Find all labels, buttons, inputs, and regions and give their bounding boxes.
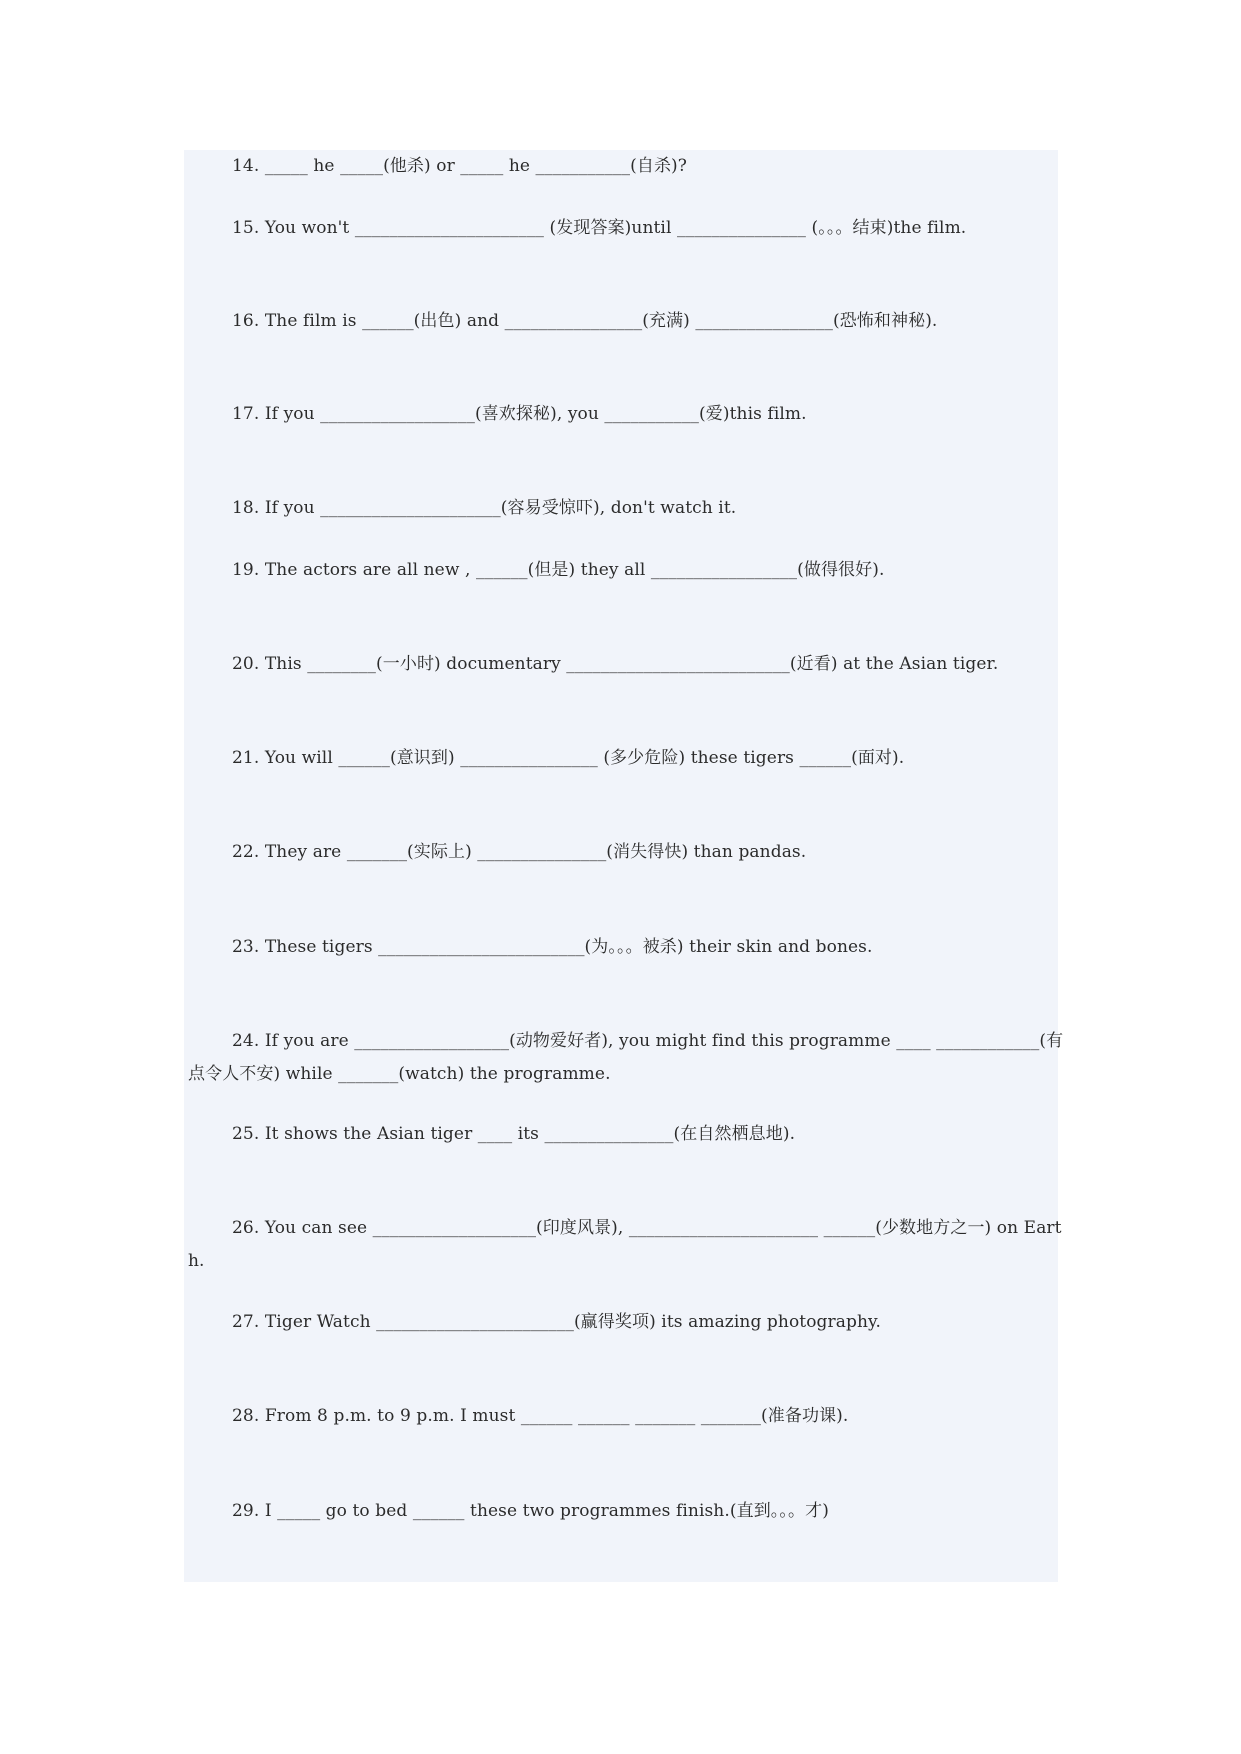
exercise-number: 15. [232, 218, 260, 238]
exercise-17 [188, 398, 1068, 431]
exercise-text: These tigers ________________________(为。。。被杀) their skin and bones. [264, 937, 873, 957]
exercise-text: If you are __________________(动物爱好者), you might find this programme ____ ____________(有点令人不安) while _______(watch) the programme. [188, 1031, 1064, 1084]
exercise-14 [188, 150, 1068, 183]
exercise-text: You can see ___________________(印度风景), ______________________ ______(少数地方之一) on Earth. [188, 1218, 1062, 1271]
exercise-24 [188, 1025, 1068, 1091]
exercise-29 [188, 1495, 1068, 1528]
exercise-26 [188, 1212, 1068, 1278]
exercise-number: 29. [232, 1501, 260, 1521]
exercise-number: 17. [232, 404, 260, 424]
exercise-number: 25. [232, 1124, 260, 1144]
exercise-18 [188, 492, 1068, 525]
exercise-number: 21. [232, 748, 260, 768]
exercise-text: From 8 p.m. to 9 p.m. I must ______ ______ _______ _______(准备功课). [264, 1406, 849, 1426]
exercise-21 [188, 742, 1068, 775]
exercise-number: 20. [232, 654, 260, 674]
exercise-16 [188, 305, 1068, 338]
exercise-number: 18. [232, 498, 260, 518]
exercise-text: If you __________________(喜欢探秘), you ___________(爱)this film. [264, 404, 807, 424]
exercise-number: 27. [232, 1312, 260, 1332]
exercise-text: If you _____________________(容易受惊吓), don't watch it. [264, 498, 737, 518]
exercise-text: You will ______(意识到) ________________ (多少危险) these tigers ______(面对). [264, 748, 905, 768]
exercise-number: 24. [232, 1031, 260, 1051]
exercise-15 [188, 212, 1068, 245]
exercise-number: 28. [232, 1406, 260, 1426]
exercise-number: 23. [232, 937, 260, 957]
exercise-text: Tiger Watch _______________________(赢得奖项) its amazing photography. [264, 1312, 881, 1332]
exercise-text: _____ he _____(他杀) or _____ he ___________(自杀)? [264, 156, 688, 176]
exercise-text: I _____ go to bed ______ these two programmes finish.(直到。。。才) [264, 1501, 829, 1521]
exercise-28 [188, 1400, 1068, 1433]
exercise-text: You won't ______________________ (发现答案)until _______________ (。。。结束)the film. [264, 218, 967, 238]
exercise-23 [188, 931, 1068, 964]
exercise-number: 19. [232, 560, 260, 580]
exercise-19 [188, 554, 1068, 587]
exercise-text: They are _______(实际上) _______________(消失得快) than pandas. [264, 842, 807, 862]
exercise-22 [188, 836, 1068, 869]
exercise-number: 26. [232, 1218, 260, 1238]
exercise-27 [188, 1306, 1068, 1339]
exercise-number: 14. [232, 156, 260, 176]
exercise-text: The actors are all new , ______(但是) they all _________________(做得很好). [264, 560, 885, 580]
exercise-number: 16. [232, 311, 260, 331]
exercise-25 [188, 1118, 1068, 1151]
exercise-text: This ________(一小时) documentary __________________________(近看) at the Asian tiger. [264, 654, 999, 674]
exercise-number: 22. [232, 842, 260, 862]
exercise-20 [188, 648, 1068, 681]
exercise-text: The film is ______(出色) and ________________(充满) ________________(恐怖和神秘). [264, 311, 938, 331]
exercise-text: It shows the Asian tiger ____ its _______________(在自然栖息地). [264, 1124, 796, 1144]
